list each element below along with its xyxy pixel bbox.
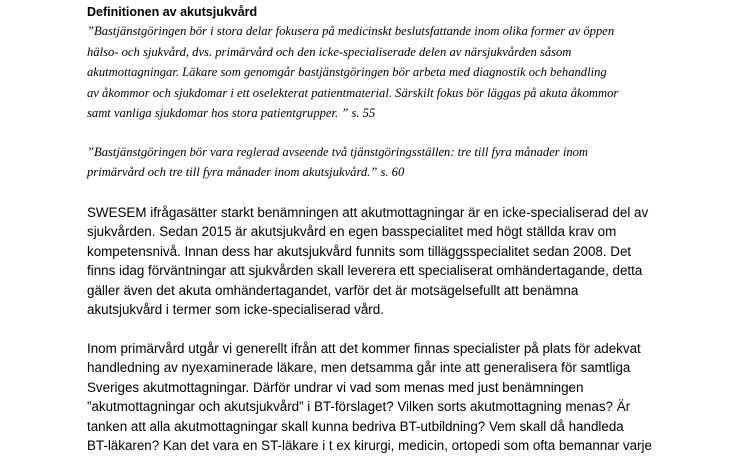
paragraph-line: finns idag förväntningar att sjukvården skall leverera ett specialiserat omhändertagande, detta — [87, 263, 643, 278]
quote-line: av åkommor och sjukdomar i ett oselekterat patientmaterial. Särskilt fokus bör läggas på akuta åkommor — [87, 85, 619, 100]
quote-line: primärvård och tre till fyra månader inom akutsjukvård.” s. 60 — [87, 165, 405, 179]
paragraph-line: akutsjukvård i termer som icke-specialiserad vård. — [87, 302, 384, 317]
paragraph-line: sjukvården. Sedan 2015 är akutsjukvård en egen basspecialitet med högt ställda krav om — [87, 224, 617, 239]
paragraph-line: tanken att alla akutmottagningar skall kunna bedriva BT-utbildning? Vem skall då handleda — [87, 418, 624, 434]
paragraph-line: ”akutmottagningar och akutsjukvård” i BT-förslaget? Vilken sorts akutmottagning menas? Är — [87, 399, 631, 414]
paragraph-line: gäller även det akuta omhändertagandet, varför det är motsägelsefullt att benämna — [87, 282, 579, 298]
section-heading: Definitionen av akutsjukvård — [87, 5, 258, 19]
paragraph-line: kompetensnivå. Innan dess har akutsjukvård funnits som tilläggsspecialitet sedan 2008. Det — [87, 243, 632, 259]
paragraph-line: SWESEM ifrågasätter starkt benämningen att akutmottagningar är en icke-specialiserad del av — [87, 204, 649, 220]
quote-line: samt vanliga sjukdomar hos stora patientgrupper. ” s. 55 — [87, 106, 376, 120]
quote-line: akutmottagningar. Läkare som genomgår bastjänstgöringen bör arbeta med diagnostik och behandling — [87, 65, 607, 79]
quote-line: ”Bastjänstgöringen bör vara reglerad avseende två tjänstgöringsställen: tre till fyra månader inom — [87, 144, 589, 159]
quote-service-placements — [87, 142, 717, 183]
quote-line: ”Bastjänstgöringen bör i stora delar fokusera på medicinskt beslutsfattande inom olika former av öppen — [87, 24, 615, 38]
document-page — [87, 4, 717, 456]
paragraph-line: handledning av nyexaminerade läkare, men detsamma går inte att generalisera för samtliga — [87, 360, 631, 375]
paragraph-line: Inom primärvård utgår vi generellt ifrån att det kommer finnas specialister på plats för adekvat — [87, 340, 641, 356]
quote-line: hälso- och sjukvård, dvs. primärvård och den icke-specialiserade delen av närsjukvården såsom — [87, 44, 572, 59]
paragraph-supervision-question — [87, 339, 717, 456]
quote-basic-service-focus — [87, 21, 717, 124]
paragraph-line: Sveriges akutmottagningar. Därför undrar vi vad som menas med just benämningen — [87, 379, 584, 395]
paragraph-swesem-objection — [87, 203, 717, 320]
paragraph-line: BT-läkaren? Kan det vara en ST-läkare i t ex kirurgi, medicin, ortopedi som ofta bemannar varje — [87, 438, 652, 453]
